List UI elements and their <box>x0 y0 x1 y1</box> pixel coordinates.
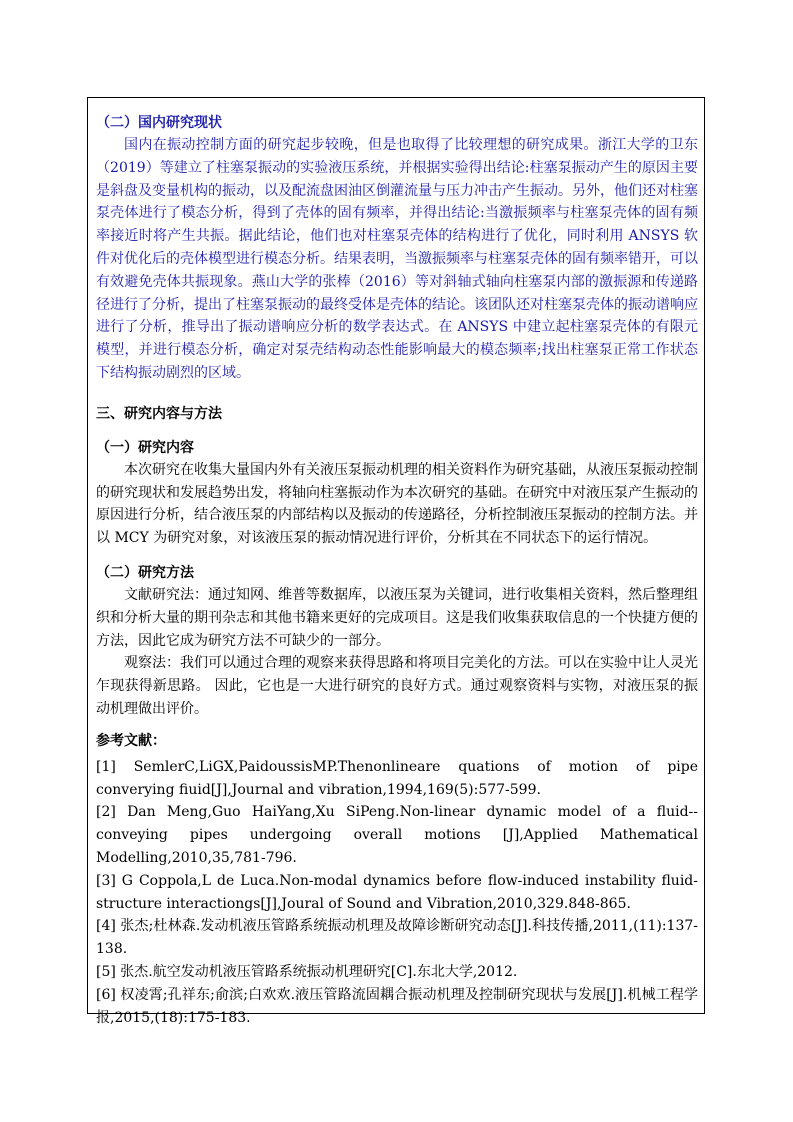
document-frame <box>87 97 705 1026</box>
reference-item: [3] G Coppola,L de Luca.Non-modal dynamics before flow-induced instability fluid-structure interactiongs[J],Joural of Sound and Vibration,2010,329.848-865. <box>96 872 698 912</box>
reference-item: [1] SemlerC,LiGX,PaidoussisMP.Thenonlineare quations of motion of pipe converying fiuid[J],Journal and vibration,1994,169(5):577-599. <box>96 758 698 798</box>
domestic-research-paragraph: 国内在振动控制方面的研究起步较晚，但是也取得了比较理想的研究成果。浙江大学的卫东（2019）等建立了柱塞泵振动的实验液压系统，并根据实验得出结论:柱塞泵振动产生的原因主要是斜盘及变量机构的振动，以及配流盘困油区倒灌流量与压力冲击产生振动。另外，他们还对柱塞泵壳体进行了模态分析，得到了壳体的固有频率，并得出结论:当激振频率与柱塞泵壳体的固有频率接近时将产生共振。据此结论，他们也对柱塞泵壳体的结构进行了优化，同时利用 ANSYS 软件对优化后的壳体模型进行模态分析。结果表明，当激振频率与柱塞泵壳体的固有频率错开，可以有效避免壳体共振现象。燕山大学的张棒（2016）等对斜轴式轴向柱塞泵内部的激振源和传递路径进行了分析，提出了柱塞泵振动的最终受体是壳体的结论。该团队还对柱塞泵壳体的振动谱响应进行了分析，推导出了振动谱响应分析的数学表达式。在 ANSYS 中建立起柱塞泵壳体的有限元模型，并进行模态分析，确定对泵壳结构动态性能影响最大的模态频率;找出柱塞泵正常工作状态下结构振动剧烈的区域。 <box>96 137 698 381</box>
section-three-heading: 三、研究内容与方法 <box>96 405 222 422</box>
reference-item: [2] Dan Meng,Guo HaiYang,Xu SiPeng.Non-linear dynamic model of a fluid--conveying pipes undergoing overall motions [J],Applied Mathematical Modelling,2010,35,781-796. <box>96 804 698 866</box>
literature-method-paragraph: 文献研究法：通过知网、维普等数据库，以液压泵为关键词，进行收集相关资料，然后整理组织和分析大量的期刊杂志和其他书籍来更好的完成项目。这是我们收集获取信息的一个快捷方便的方法，因此它成为研究方法不可缺少的一部分。 <box>96 586 698 649</box>
reference-item: [6] 权凌霄;孔祥东;俞滨;白欢欢.液压管路流固耦合振动机理及控制研究现状与发展[J].机械工程学报,2015,(18):175-183. <box>96 986 698 1026</box>
reference-item: [4] 张杰;杜林森.发动机液压管路系统振动机理及故障诊断研究动态[J].科技传播,2011,(11):137-138. <box>96 918 698 958</box>
document-content <box>96 112 698 1029</box>
observation-method-paragraph: 观察法：我们可以通过合理的观察来获得思路和将项目完美化的方法。可以在实验中让人灵光乍现获得新思路。 因此，它也是一大进行研究的良好方式。通过观察资料与实物，对液压泵的振动机理做出评价。 <box>96 655 698 717</box>
references-heading: 参考文献： <box>96 732 166 749</box>
research-content-heading: （一）研究内容 <box>96 439 194 456</box>
domestic-research-heading: （二）国内研究现状 <box>96 115 222 131</box>
reference-item: [5] 张杰.航空发动机液压管路系统振动机理研究[C].东北大学,2012. <box>96 963 518 980</box>
research-method-heading: （二）研究方法 <box>96 564 194 581</box>
research-content-paragraph: 本次研究在收集大量国内外有关液压泵振动机理的相关资料作为研究基础，从液压泵振动控制的研究现状和发展趋势出发，将轴向柱塞振动作为本次研究的基础。在研究中对液压泵产生振动的原因进行分析，结合液压泵的内部结构以及振动的传递路径，分析控制液压泵振动的控制方法。并以 MCY 为研究对象，对该液压泵的振动情况进行评价，分析其在不同状态下的运行情况。 <box>96 461 698 547</box>
